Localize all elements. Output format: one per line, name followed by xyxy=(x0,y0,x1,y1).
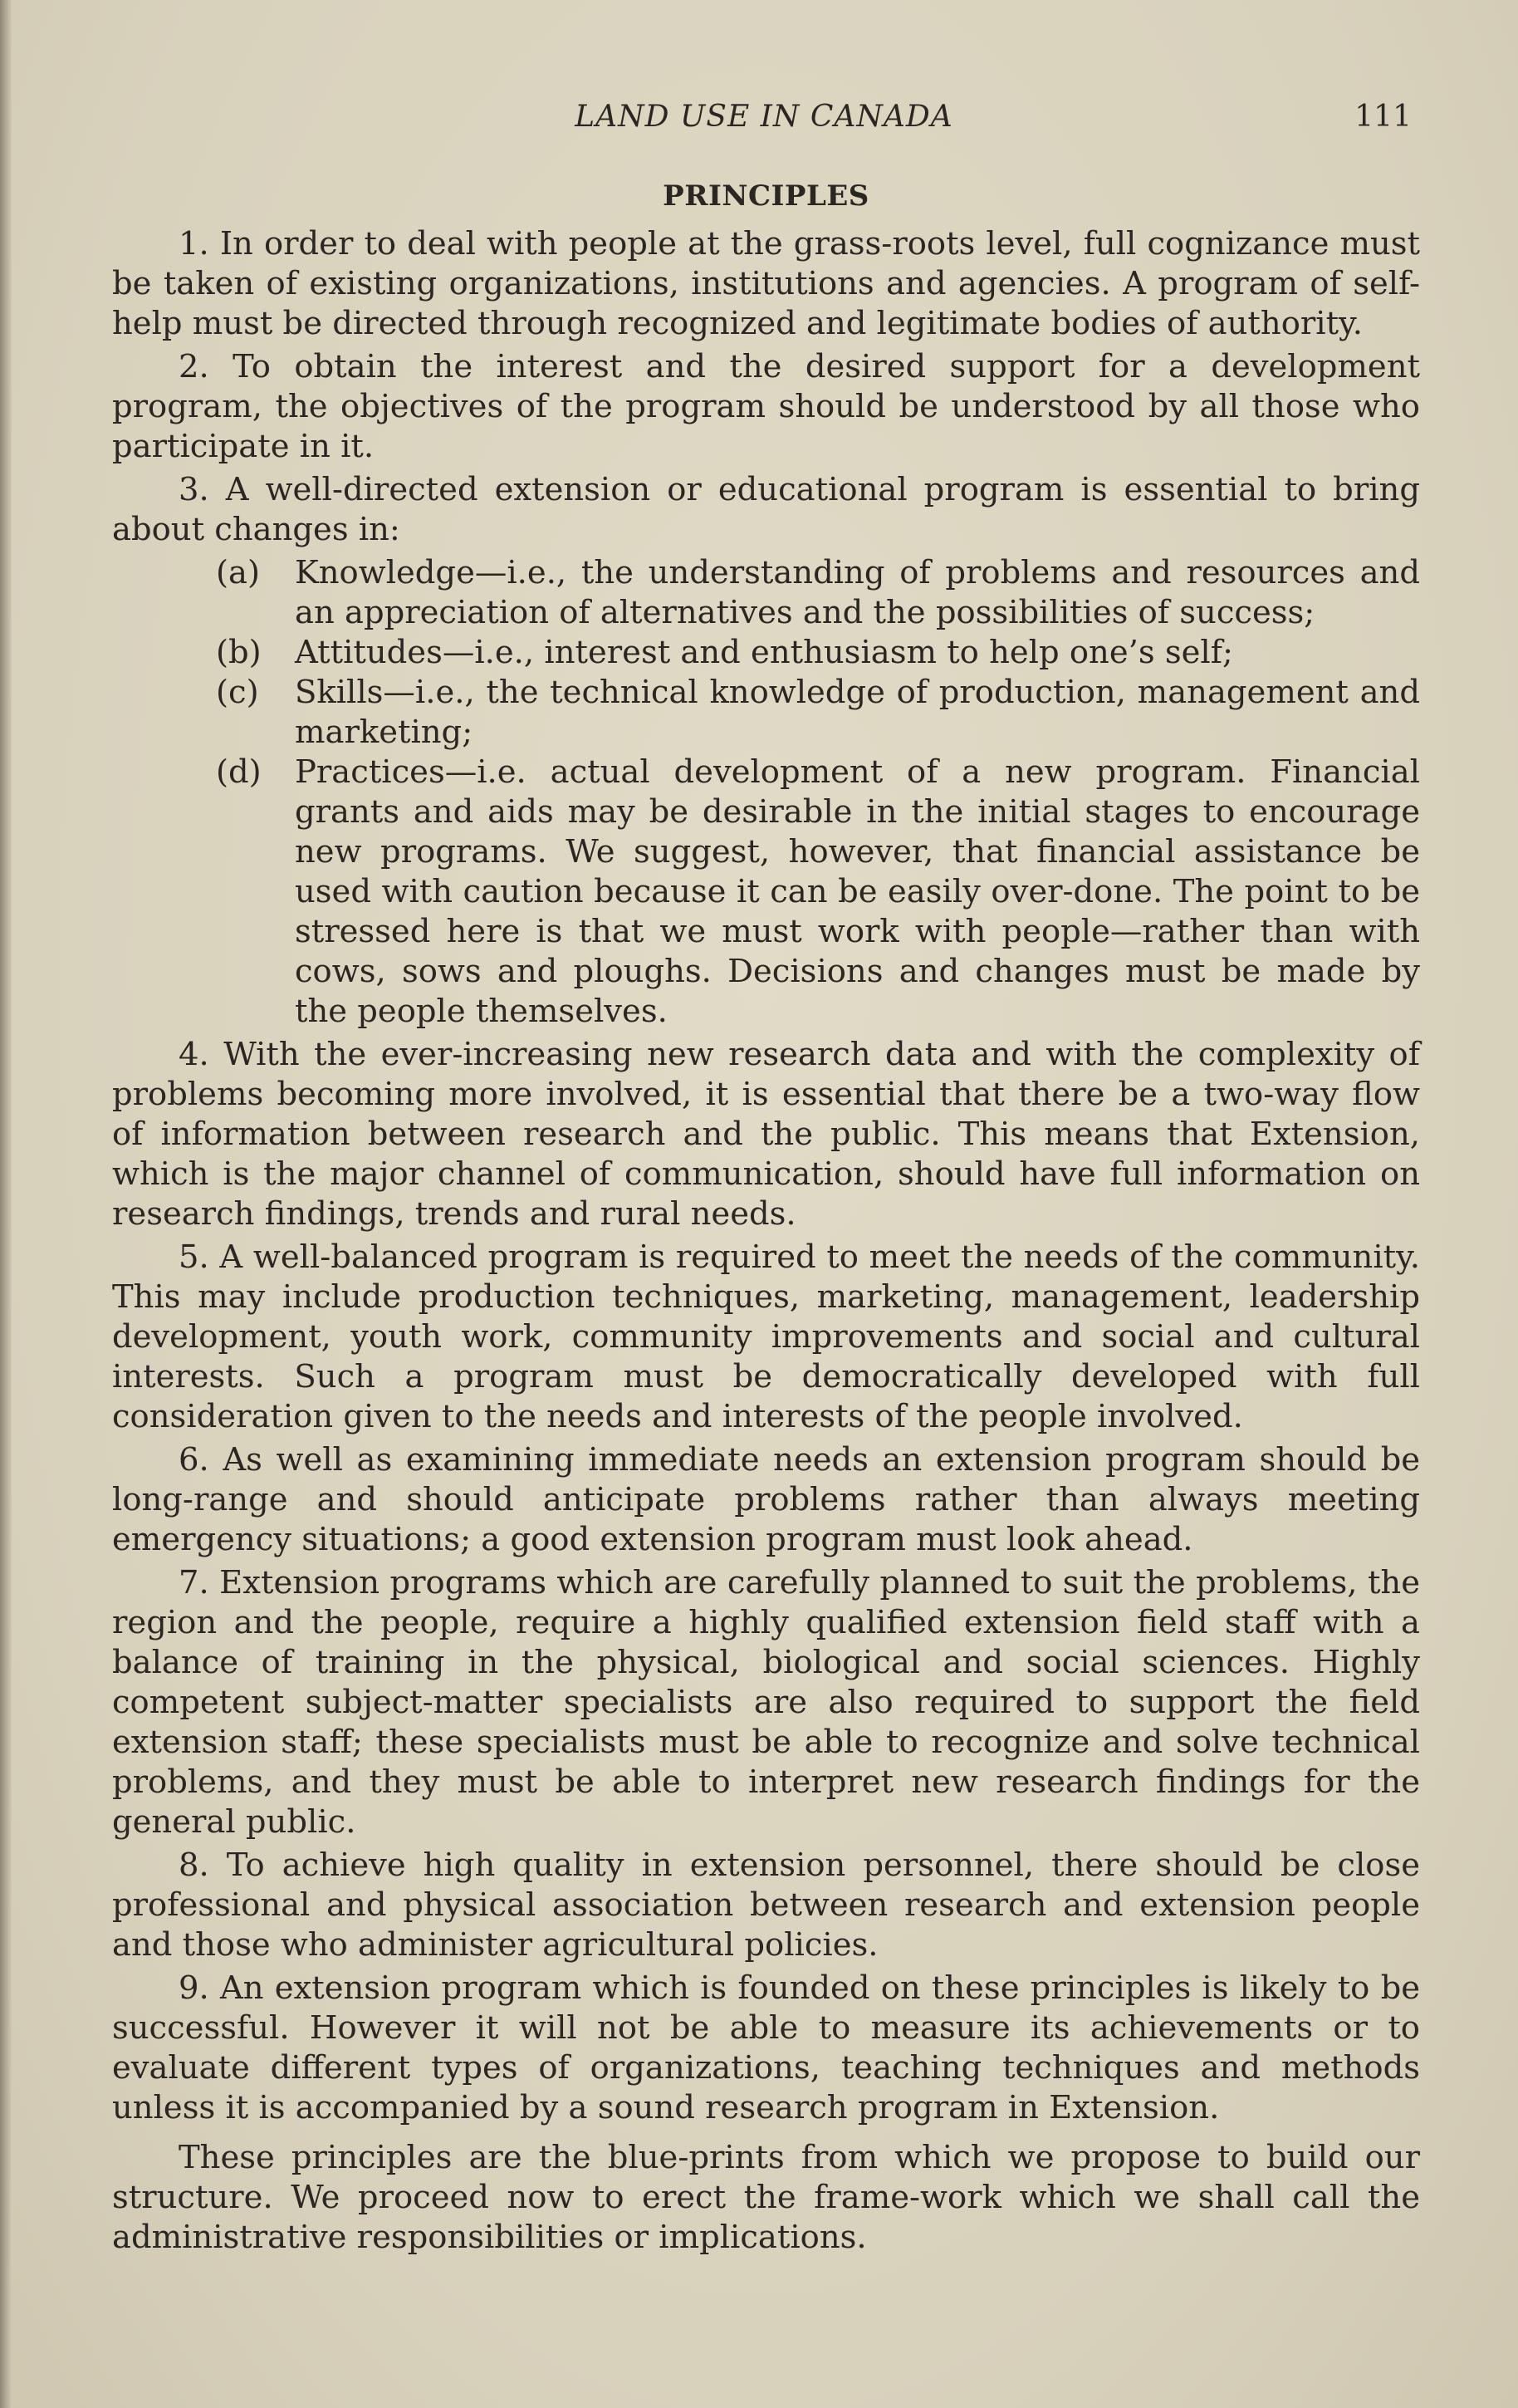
page-number: 111 xyxy=(1354,100,1412,134)
page-body xyxy=(112,176,1420,2261)
page-binding-edge xyxy=(0,0,12,2408)
running-title: LAND USE IN CANADA xyxy=(575,100,953,134)
principle-6: 6. As well as examining immediate needs an extension program should be long-range and should anticipate problems rather than always meeting emergency situations; a good extension program must look ahead. xyxy=(112,1441,1420,1558)
sub-item-marker: (b) xyxy=(216,634,262,671)
principle-7: 7. Extension programs which are carefully planned to suit the problems, the region and the people, require a highly qualified extension field staff with a balance of training in the physical, biological and social sciences. Highly competent subject-matter specialists are also required to support the field extension staff; these specialists must be able to recognize and solve technical problems, and they must be able to interpret new research findings for the general public. xyxy=(112,1564,1420,1841)
sub-item-text: Attitudes—i.e., interest and enthusiasm to help one’s self; xyxy=(295,634,1233,671)
sub-item-marker: (d) xyxy=(216,753,262,791)
principle-2: 2. To obtain the interest and the desired support for a development program, the objectives of the program should be understood by all those who participate in it. xyxy=(112,348,1420,465)
principle-9: 9. An extension program which is founded on these principles is likely to be successful. However it will not be able to measure its achievements or to evaluate different types of organizations, teaching techniques and methods unless it is accompanied by a sound research program in Extension. xyxy=(112,1969,1420,2126)
sub-item-b xyxy=(216,633,1420,673)
sub-item-marker: (a) xyxy=(216,554,260,591)
sub-item-c xyxy=(216,673,1420,753)
principle-4: 4. With the ever-increasing new research data and with the complexity of problems becoming more involved, it is essential that there be a two-way flow of information between research and the public. This means that Extension, which is the major channel of communication, should have full information on research findings, trends and rural needs. xyxy=(112,1036,1420,1233)
closing-paragraph: These principles are the blue-prints from which we propose to build our structure. We proceed now to erect the frame-work which we shall call the administrative responsibilities or implications. xyxy=(112,2139,1420,2256)
principle-5: 5. A well-balanced program is required to meet the needs of the community. This may include production techniques, marketing, management, leadership development, youth work, community improvements and social and cultural interests. Such a program must be democratically developed with full consideration given to the needs and interests of the people involved. xyxy=(112,1238,1420,1435)
sub-item-d xyxy=(216,753,1420,1032)
principle-8: 8. To achieve high quality in extension personnel, there should be close professional and physical association between research and extension people and those who administer agricultural policies. xyxy=(112,1846,1420,1964)
section-heading: PRINCIPLES xyxy=(663,179,869,213)
sub-item-a xyxy=(216,553,1420,633)
sub-item-text: Skills—i.e., the technical knowledge of production, management and marketing; xyxy=(295,674,1420,751)
sub-item-marker: (c) xyxy=(216,674,259,711)
sub-item-text: Knowledge—i.e., the understanding of problems and resources and an appreciation of alternatives and the possibilities of success; xyxy=(295,554,1420,631)
sub-item-text: Practices—i.e. actual development of a new program. Financial grants and aids may be desirable in the initial stages to encourage new programs. We suggest, however, that financial assistance be used with caution because it can be easily over-done. The point to be stressed here is that we must work with people—rather than with cows, sows and ploughs. Decisions and changes must be made by the people themselves. xyxy=(295,753,1420,1030)
principle-1: 1. In order to deal with people at the grass-roots level, full cognizance must be taken of existing organizations, institutions and agencies. A program of self-help must be directed through recognized and legitimate bodies of authority. xyxy=(112,225,1420,342)
page-header xyxy=(116,100,1412,150)
principle-3: 3. A well-directed extension or educational program is essential to bring about changes in: xyxy=(112,471,1420,548)
principle-3-sublist xyxy=(112,553,1420,1032)
